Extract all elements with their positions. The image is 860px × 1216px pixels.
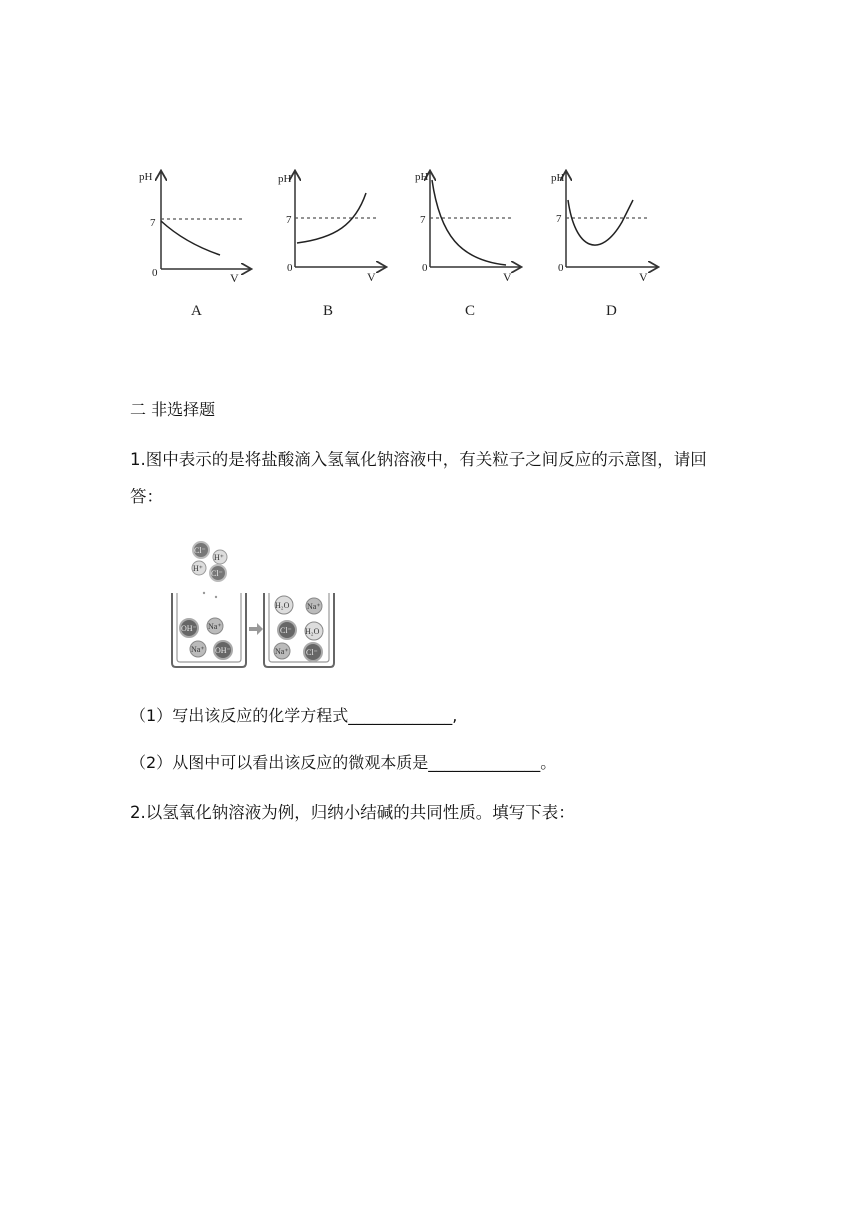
question-1-line-1	[130, 446, 707, 474]
graph-b-caption: B	[323, 303, 334, 319]
graph-a-caption: A	[191, 303, 202, 319]
question-1-number: 1.	[130, 450, 146, 469]
graph-d-v-label: V	[639, 270, 648, 284]
question-1-text: 图中表示的是将盐酸滴入氢氧化钠溶液中，有关粒子之间反应的示意图，请回	[145, 450, 707, 469]
graph-d-seven-label: 7	[556, 213, 562, 225]
sub-1-label: （1）	[130, 706, 173, 725]
question-2-number: 2.	[130, 803, 146, 822]
graph-d	[551, 172, 657, 319]
graph-a-origin-label: 0	[152, 267, 158, 279]
graph-c-seven-label: 7	[420, 214, 426, 226]
beaker-1-oh-2: OH⁻	[215, 646, 231, 655]
sub-2-end: 。	[540, 753, 557, 772]
graph-c-v-label: V	[503, 270, 512, 284]
beaker-2-h2o-1: H₂O	[275, 601, 290, 610]
graph-d-ph-label: pH	[551, 172, 565, 184]
graph-c-caption: C	[465, 303, 476, 319]
reaction-arrow-icon	[249, 623, 263, 635]
ph-graphs	[130, 160, 690, 330]
sub-2-text: 从图中可以看出该反应的微观本质是	[172, 753, 429, 772]
graph-b-seven-label: 7	[286, 214, 292, 226]
beaker-1-na-2: Na⁺	[191, 645, 205, 654]
sub-1-text: 写出该反应的化学方程式	[172, 706, 349, 725]
graph-a-v-label: V	[230, 271, 239, 285]
beaker-2-cl-2: Cl⁻	[306, 648, 318, 657]
beaker-1-na-1: Na⁺	[208, 622, 222, 631]
drops-group	[192, 542, 227, 598]
graph-b-v-label: V	[367, 270, 376, 284]
drop-h-2: H⁺	[193, 564, 203, 573]
beaker-2-cl-1: Cl⁻	[280, 626, 292, 635]
graph-a-seven-label: 7	[150, 217, 156, 229]
graph-a-ph-label: pH	[139, 171, 153, 183]
beaker-1	[172, 593, 246, 667]
graph-c	[415, 171, 520, 319]
sub-1-end: ,	[452, 706, 458, 725]
sub-2-blank[interactable]: ______________	[428, 753, 541, 772]
graph-a	[139, 171, 250, 319]
sub-2-label: （2）	[130, 753, 173, 772]
question-1-line-2: 答：	[130, 487, 163, 506]
drop-cl-1: Cl⁻	[194, 546, 206, 555]
ph-graphs-svg	[130, 160, 690, 330]
graph-a-curve	[161, 221, 220, 255]
graph-c-ph-label: pH	[415, 171, 429, 183]
graph-d-curve	[568, 200, 633, 245]
graph-b-ph-label: pH	[278, 173, 292, 185]
reaction-diagram	[160, 535, 350, 675]
beaker-2-na-2: Na⁺	[275, 647, 289, 656]
graph-b	[278, 172, 385, 319]
drop-cl-2: Cl⁻	[211, 569, 223, 578]
question-1-sub-1	[130, 702, 457, 730]
beaker-2-na-1: Na⁺	[307, 602, 321, 611]
graph-d-origin-label: 0	[558, 262, 564, 274]
sub-1-blank[interactable]: _____________	[348, 706, 453, 725]
reaction-diagram-svg	[160, 535, 350, 675]
graph-d-caption: D	[606, 303, 617, 319]
question-1-sub-2	[130, 749, 556, 777]
graph-c-curve	[432, 180, 506, 265]
drop-h-1: H⁺	[214, 553, 224, 562]
beaker-2	[264, 593, 334, 667]
graph-b-origin-label: 0	[287, 262, 293, 274]
question-2-text: 以氢氧化钠溶液为例，归纳小结碱的共同性质。填写下表：	[145, 803, 575, 822]
beaker-1-oh-1: OH⁻	[181, 624, 197, 633]
graph-c-origin-label: 0	[422, 262, 428, 274]
section-heading: 二 非选择题	[130, 400, 216, 419]
beaker-2-h2o-2: H₂O	[305, 627, 320, 636]
question-2	[130, 799, 575, 827]
